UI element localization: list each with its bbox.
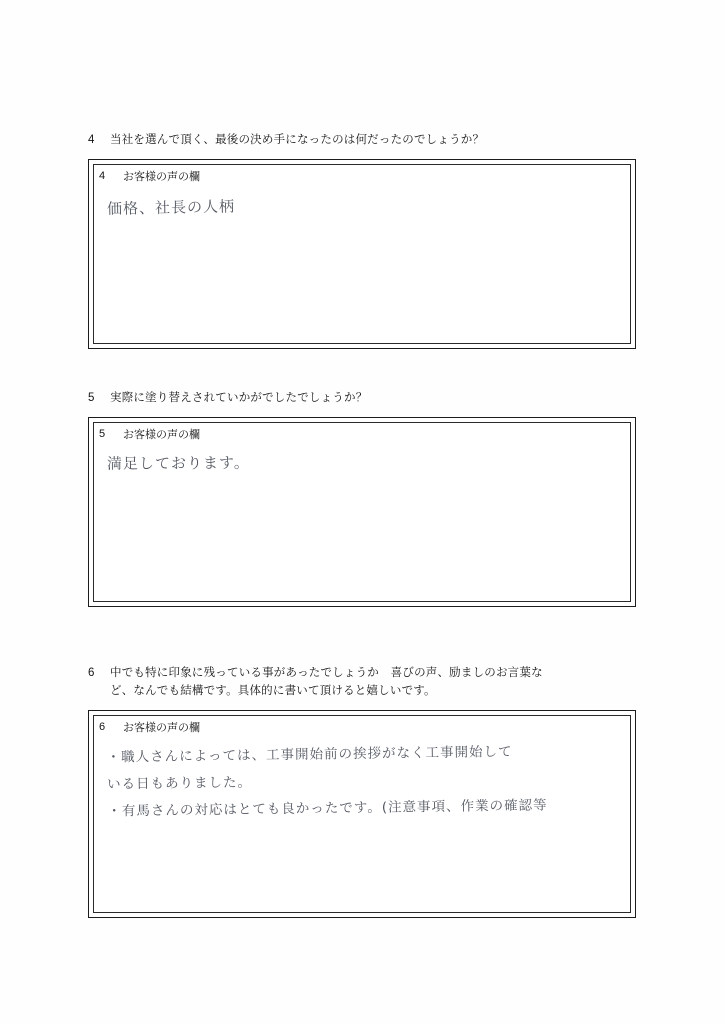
question-line-4 [88,132,636,150]
question-text-6-line1: 中でも特に印象に残っている事があったでしょうか 喜びの声、励ましのお言葉な [110,667,543,679]
answer-number-6: 6 [99,720,106,733]
question-number-6: 6 [88,667,95,679]
handwriting-line: ・有馬さんの対応はとても良かったです。(注意事項、作業の確認等 [107,797,548,820]
answer-label-6: お客様の声の欄 [123,721,200,734]
answer-number-5: 5 [99,427,106,440]
handwriting-line: いる日もありました。 [106,774,253,793]
handwriting-line: 満足しております。 [106,453,250,473]
question-text-6 [110,665,636,701]
answer-label-4: お客様の声の欄 [123,170,200,183]
question-text-4: 当社を選んで頂く、最後の決め手になったのは何だったのでしょうか？ [110,134,485,146]
handwriting-line: ・職人さんによっては、工事開始前の挨拶がなく工事開始して [106,743,513,766]
question-line-5 [88,390,636,408]
answer-box-6[interactable] [88,710,636,918]
handwriting-line: 価格、社長の人柄 [106,197,236,218]
question-section-4 [88,132,636,349]
question-text-5: 実際に塗り替えされていかがでしたでしょうか？ [110,392,368,404]
handwritten-answer-5 [89,446,635,478]
question-line-6 [88,665,636,701]
answer-label-5: お客様の声の欄 [123,428,200,441]
answer-number-4: 4 [99,169,106,182]
question-number-5: 5 [88,392,95,404]
question-section-6 [88,665,636,918]
handwritten-answer-4 [89,185,635,224]
question-number-4: 4 [88,134,95,146]
question-section-5 [88,390,636,607]
question-text-6-line2: ど、なんでも結構です。具体的に書いて頂けると嬉しいです。 [110,684,436,697]
answer-header-5 [89,418,635,448]
handwritten-answer-6 [88,737,635,826]
answer-box-5[interactable] [88,417,636,607]
answer-box-4[interactable] [88,159,636,349]
answer-header-6 [89,711,635,741]
